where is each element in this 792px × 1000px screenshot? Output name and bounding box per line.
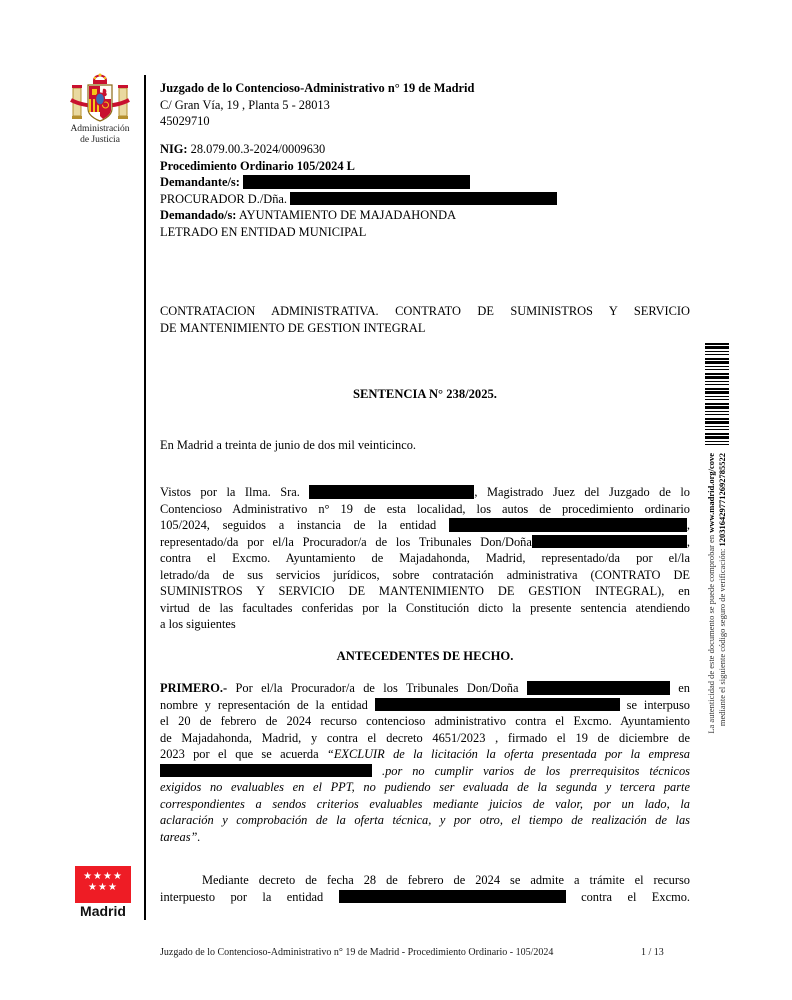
emblem-caption <box>60 124 140 146</box>
text-run: 28.079.00.3-2024/0009630 <box>187 142 326 156</box>
text-line <box>160 616 690 633</box>
text-run: AYUNTAMIENTO DE MAJADAHONDA <box>236 208 457 222</box>
text-run: a los siguientes <box>160 617 236 631</box>
verification-line-1 <box>706 453 717 748</box>
text-run: SUMINISTROS Y SERVICIO DE MANTENIMIENTO DE GESTION INTEGRAL), en <box>160 584 690 598</box>
text-line <box>160 763 690 780</box>
page-number: 1 / 13 <box>641 947 664 958</box>
text-run: contra el Excmo. <box>565 889 690 904</box>
madrid-logo-label: Madrid <box>80 903 126 919</box>
text-run: nombre y representación de la entidad <box>160 697 375 712</box>
emblem-caption-line1: Administración <box>70 124 130 134</box>
madrid-logo <box>75 866 131 919</box>
madrid-stars-row-1: ★★★★ <box>83 871 123 882</box>
redaction-bar <box>449 518 687 532</box>
redaction-bar <box>527 681 670 695</box>
verification-url: www.madrid.org/cove <box>706 453 716 533</box>
case-id-block <box>160 141 690 240</box>
emblem-caption-line2: de Justicia <box>80 135 120 145</box>
text-run: PRIMERO.- <box>160 681 228 695</box>
sentence-title: SENTENCIA N° 238/2025. <box>353 387 497 401</box>
text-run: en <box>669 681 690 695</box>
text-run: 45029710 <box>160 114 210 128</box>
text-run: aclaración y comprobación de la oferta técnica, y por otro, el tiempo de realización de las <box>160 813 690 827</box>
text-run: Demandante/s: <box>160 175 243 189</box>
coat-of-arms-icon <box>68 72 132 131</box>
text-line <box>160 141 690 158</box>
text-run: , <box>686 518 690 532</box>
text-run: Juzgado de lo Contencioso-Administrativo n° 19 de Madrid <box>160 81 475 95</box>
text-run: Contencioso Administrativo n° 19 de esta localidad, los autos de procedimiento ordinario <box>160 501 690 516</box>
subject-block <box>160 303 690 336</box>
vertical-divider <box>144 75 146 920</box>
redaction-bar <box>339 890 566 904</box>
text-run: se interpuso <box>619 697 690 712</box>
redaction-bar <box>160 764 372 778</box>
text-run: contra el Excmo. Ayuntamiento de Majadahonda, Madrid, representado/da por el/la <box>160 551 690 565</box>
text-run: LETRADO EN ENTIDAD MUNICIPAL <box>160 224 367 239</box>
text-line <box>160 779 690 796</box>
text-line <box>160 174 690 191</box>
text-run: Vistos por la Ilma. Sra. <box>160 485 310 499</box>
court-header <box>160 80 690 130</box>
text-line <box>160 158 690 175</box>
text-line <box>160 829 690 846</box>
text-line <box>160 303 690 320</box>
mediante-paragraph <box>160 872 690 905</box>
text-line <box>160 191 690 208</box>
text-run: NIG: <box>160 142 188 156</box>
text-line <box>160 517 690 534</box>
text-line <box>160 600 690 617</box>
verification-line2-text: mediante el siguiente código seguro de verificación: <box>717 546 727 727</box>
text-run: CONTRATACION ADMINISTRATIVA. CONTRATO DE SUMINISTROS Y SERVICIO <box>160 304 690 318</box>
footer-text: Juzgado de lo Contencioso-Administrativo n° 19 de Madrid - Procedimiento Ordinario - 105/2024 <box>160 947 554 958</box>
text-run: 105/2024, seguidos a instancia de la entidad <box>160 518 449 532</box>
redaction-bar <box>243 175 470 189</box>
text-run: Procedimiento Ordinario 105/2024 L <box>160 158 355 173</box>
text-line <box>160 583 690 600</box>
madrid-flag-icon <box>75 866 131 903</box>
text-line <box>160 889 690 906</box>
verification-text <box>706 453 728 748</box>
text-run: Mediante decreto de fecha 28 de febrero de 2024 se admite a trámite el recurso <box>202 873 690 887</box>
text-run: , <box>686 534 690 549</box>
text-line <box>160 730 690 747</box>
text-line <box>160 534 690 551</box>
madrid-stars-row-2: ★★★ <box>88 882 118 893</box>
text-line <box>160 697 690 714</box>
text-line <box>160 680 690 697</box>
text-run: .por no cumplir varios de los prerrequisitos técnicos <box>372 763 690 778</box>
text-run: C/ Gran Vía, 19 , Planta 5 - 28013 <box>160 97 330 112</box>
text-run: representado/da por el/la Procurador/a de los Tribunales Don/Doña <box>160 534 532 549</box>
verification-code: 1203164297712692785522 <box>717 453 727 547</box>
text-run: de Majadahonda, Madrid, y contra el decreto 4651/2023 , firmado el 19 de diciembre de <box>160 730 690 745</box>
text-run: letrado/da de sus servicios jurídicos, sobre contratación administrativa (CONTRATO DE <box>160 567 690 582</box>
text-line <box>160 872 690 889</box>
text-line <box>160 320 690 337</box>
text-line <box>160 713 690 730</box>
text-run: , Magistrado Juez del Juzgado de lo <box>474 485 690 499</box>
text-line <box>160 550 690 567</box>
verification-line-2 <box>717 453 728 748</box>
text-line <box>160 796 690 813</box>
text-run: Por el/la Procurador/a de los Tribunales Don/Doña <box>227 681 527 695</box>
text-line <box>160 746 690 763</box>
date-line: En Madrid a treinta de junio de dos mil veinticinco. <box>160 438 417 452</box>
text-line <box>160 97 690 114</box>
text-line <box>160 484 690 501</box>
antecedentes-heading: ANTECEDENTES DE HECHO. <box>336 649 514 663</box>
redaction-bar <box>375 698 620 712</box>
text-run: correspondientes a sendos criterios evaluables mediante juicios de valor, por un lado, la <box>160 796 690 811</box>
text-line <box>160 207 690 224</box>
redaction-bar <box>309 485 474 499</box>
text-run: PROCURADOR D./Dña. <box>160 191 291 206</box>
text-run: Demandado/s: <box>160 208 237 222</box>
text-line <box>160 501 690 518</box>
text-line <box>160 224 690 241</box>
text-run: DE MANTENIMIENTO DE GESTION INTEGRAL <box>160 320 426 335</box>
text-line <box>160 80 690 97</box>
text-line <box>160 812 690 829</box>
text-run: interpuesto por la entidad <box>160 889 339 904</box>
text-line <box>160 113 690 130</box>
text-run: “EXCLUIR de la licitación la oferta presentada por la empresa <box>326 747 691 761</box>
primero-paragraph <box>160 680 690 845</box>
text-run: tareas”. <box>160 829 201 844</box>
redaction-bar <box>290 192 557 206</box>
text-run: exigidos no evaluables en el PPT, no pudiendo ser evaluada de la segunda y tercera parte <box>160 780 690 794</box>
barcode <box>705 343 729 447</box>
vistos-paragraph <box>160 484 690 633</box>
redaction-bar <box>532 535 687 549</box>
text-run: 2023 por el que se acuerda <box>160 747 327 761</box>
text-line <box>160 567 690 584</box>
text-run: virtud de las facultades conferidas por la Constitución dicto la presente sentencia atendiendo <box>160 600 690 615</box>
verification-line1-text: La autenticidad de este documento se puede comprobar en <box>706 532 716 734</box>
text-run: el 20 de febrero de 2024 recurso contencioso administrativo contra el Excmo. Ayuntamiento <box>160 714 690 728</box>
